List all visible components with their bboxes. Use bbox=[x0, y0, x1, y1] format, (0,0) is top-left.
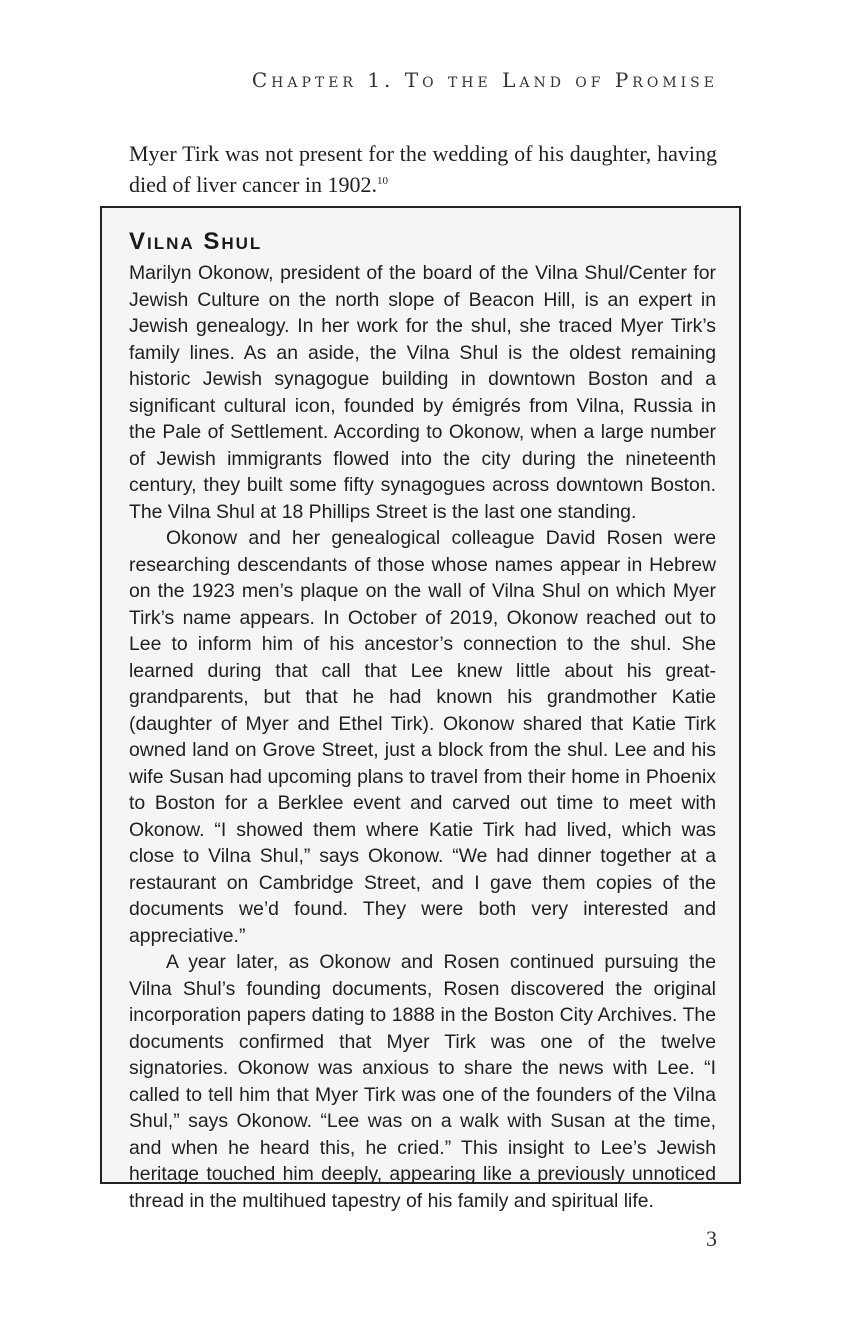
sidebar-paragraph: Okonow and her genealogical colleague David Rosen were researching descendants of those whose names appear in Hebrew on the 1923 men’s plaque on the wall of Vilna Shul on which Myer Tirk’s name appears. In October of 2019, Okonow reached out to Lee to inform him of his ancestor’s connection to the shul. She learned during that call that Lee knew little about his great-grandparents, but that he had known his grandmother Katie (daughter of Myer and Ethel Tirk). Okonow shared that Katie Tirk owned land on Grove Street, just a block from the shul. Lee and his wife Susan had upcoming plans to travel from their home in Phoenix to Boston for a Berklee event and carved out time to meet with Okonow. “I showed them where Katie Tirk had lived, which was close to Vilna Shul,” says Okonow. “We had dinner together at a restaurant on Cambridge Street, and I gave them copies of the documents we’d found. They were both very interested and appreciative.” bbox=[129, 527, 716, 947]
lead-paragraph bbox=[129, 138, 717, 200]
sidebar-paragraph: Marilyn Okonow, president of the board of the Vilna Shul/Center for Jewish Culture on the north slope of Beacon Hill, is an expert in Jewish genealogy. In her work for the shul, she traced Myer Tirk’s family lines. As an aside, the Vilna Shul is the oldest remaining historic Jewish synagogue building in downtown Boston and a significant cultural icon, founded by émigrés from Vilna, Russia in the Pale of Settlement. According to Okonow, when a large number of Jewish immigrants flowed into the city during the nineteenth century, they built some fifty synagogues across downtown Boston. The Vilna Shul at 18 Phillips Street is the last one standing. bbox=[129, 262, 716, 523]
running-head: Chapter 1. To the Land of Promise bbox=[251, 68, 718, 92]
page-number: 3 bbox=[706, 1226, 717, 1251]
sidebar-box bbox=[100, 206, 741, 1212]
sidebar-paragraph: A year later, as Okonow and Rosen continued pursuing the Vilna Shul’s founding documents, Rosen discovered the original incorporation papers dating to 1888 in the Boston City Archives. The documents confirmed that Myer Tirk was one of the twelve signatories. Okonow was anxious to share the news with Lee. “I called to tell him that Myer Tirk was one of the founders of the Vilna Shul,” says Okonow. “Lee was on a walk with Susan at the time, and when he heard this, he cried.” This insight to Lee’s Jewish heritage touched him deeply, appearing like a previously unnoticed thread in the multihued tapestry of his family and spiritual life. bbox=[129, 951, 716, 1212]
sidebar-title: Vilna Shul bbox=[129, 228, 263, 255]
sidebar-body bbox=[129, 260, 716, 1214]
lead-paragraph-text: Myer Tirk was not present for the wedding of his daughter, having died of liver cancer in 1902. bbox=[129, 141, 717, 197]
footnote-marker: 10 bbox=[377, 175, 389, 187]
